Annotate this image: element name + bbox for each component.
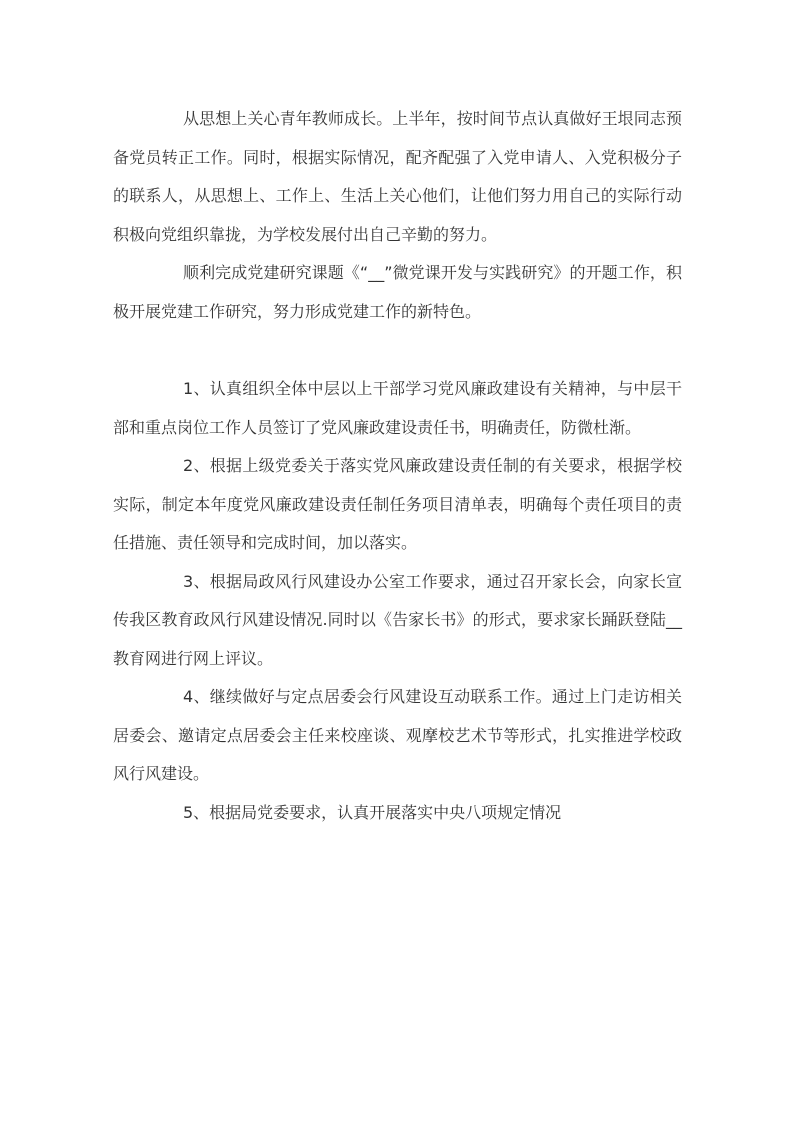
- paragraph-item-2: 2、根据上级党委关于落实党风廉政建设责任制的有关要求，根据学校实际，制定本年度党风廉政建设责任制任务项目清单表，明确每个责任项目的责任措施、责任领导和完成时间，加以落实。: [113, 456, 682, 552]
- paragraph-item-1: 1、认真组织全体中层以上干部学习党风廉政建设有关精神，与中层干部和重点岗位工作人员签订了党风廉政建设责任书，明确责任，防微杜渐。: [113, 379, 682, 437]
- paragraph-probationary-member: 从思想上关心青年教师成长。上半年，按时间节点认真做好王垠同志预备党员转正工作。同时，根据实际情况，配齐配强了入党申请人、入党积极分子的联系人，从思想上、工作上、生活上关心他们，让他们努力用自己的实际行动积极向党组织靠拢，为学校发展付出自己辛勤的努力。: [113, 109, 682, 244]
- paragraph-item-4: 4、继续做好与定点居委会行风建设互动联系工作。通过上门走访相关居委会、邀请定点居委会主任来校座谈、观摩校艺术节等形式，扎实推进学校政风行风建设。: [113, 687, 682, 783]
- paragraph-item-3: 3、根据局政风行风建设办公室工作要求，通过召开家长会，向家长宣传我区教育政风行风建设情况.同时以《告家长书》的形式，要求家长踊跃登陆__教育网进行网上评议。: [113, 571, 682, 668]
- paragraph-item-5: 5、根据局党委要求，认真开展落实中央八项规定情况: [183, 802, 562, 822]
- paragraph-spacer: [113, 331, 682, 370]
- paragraph-research-topic: 顺利完成党建研究课题《“__”微党课开发与实践研究》的开题工作，积极开展党建工作研究，努力形成党建工作的新特色。: [113, 263, 682, 321]
- document-body: [113, 100, 682, 832]
